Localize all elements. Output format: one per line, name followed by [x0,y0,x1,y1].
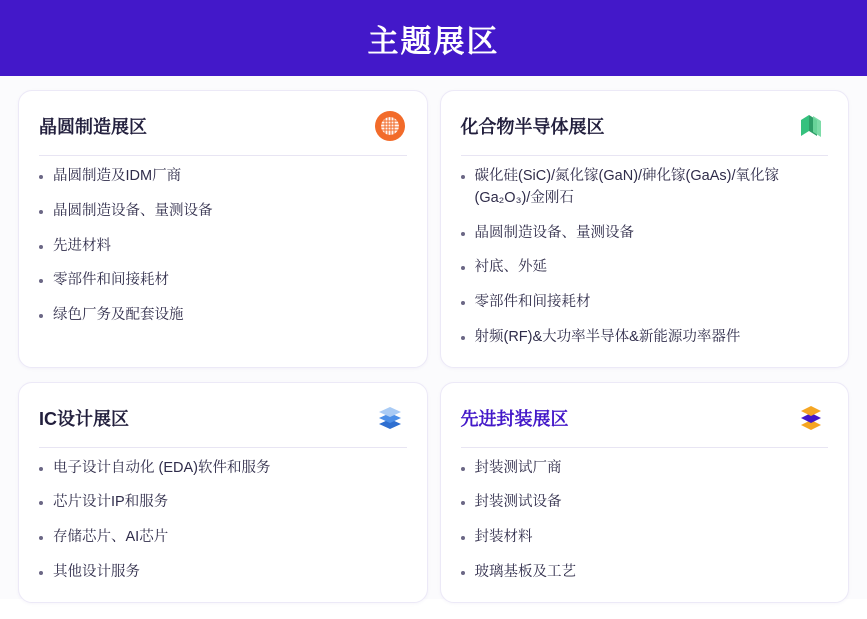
list-item: 衬底、外延 [461,257,829,279]
stack-icon [794,401,828,435]
list-item: 封装材料 [461,527,829,549]
list-item: 晶圆制造设备、量测设备 [461,223,829,245]
zone-card-wafer-manufacturing[interactable] [18,90,428,368]
page-title: 主题展区 [367,23,500,59]
list-item: 封装测试厂商 [461,458,829,480]
zones-grid [0,76,867,619]
zone-card-ic-design[interactable] [18,382,428,603]
card-header [39,107,407,156]
page-header [0,0,867,76]
layers-icon [373,401,407,435]
list-item: 先进材料 [39,236,407,258]
compound-cube-icon [794,109,828,143]
list-item: 零部件和间接耗材 [39,270,407,292]
card-item-list [39,458,407,584]
list-item: 电子设计自动化 (EDA)软件和服务 [39,458,407,480]
list-item: 晶圆制造设备、量测设备 [39,201,407,223]
card-title: 先进封装展区 [460,408,569,429]
list-item: 射频(RF)&大功率半导体&新能源功率器件 [461,327,829,349]
list-item: 芯片设计IP和服务 [39,492,407,514]
card-header [39,399,407,448]
card-header [461,107,829,156]
wafer-icon [373,109,407,143]
card-item-list [39,166,407,327]
list-item: 晶圆制造及IDM厂商 [39,166,407,188]
list-item: 绿色厂务及配套设施 [39,305,407,327]
list-item: 碳化硅(SiC)/氮化镓(GaN)/砷化镓(GaAs)/氧化镓 (Ga₂O₃)/金刚石 [461,166,829,210]
list-item: 玻璃基板及工艺 [461,562,829,584]
list-item: 其他设计服务 [39,562,407,584]
zone-card-compound-semiconductor[interactable] [440,90,850,368]
card-header [461,399,829,448]
card-title: IC设计展区 [39,408,129,429]
zone-card-advanced-packaging[interactable] [440,382,850,603]
card-title: 化合物半导体展区 [460,117,605,137]
card-item-list [461,166,829,349]
card-title: 晶圆制造展区 [39,117,147,137]
list-item: 零部件和间接耗材 [461,292,829,314]
card-item-list [461,458,829,584]
list-item: 封装测试设备 [461,492,829,514]
list-item: 存储芯片、AI芯片 [39,527,407,549]
